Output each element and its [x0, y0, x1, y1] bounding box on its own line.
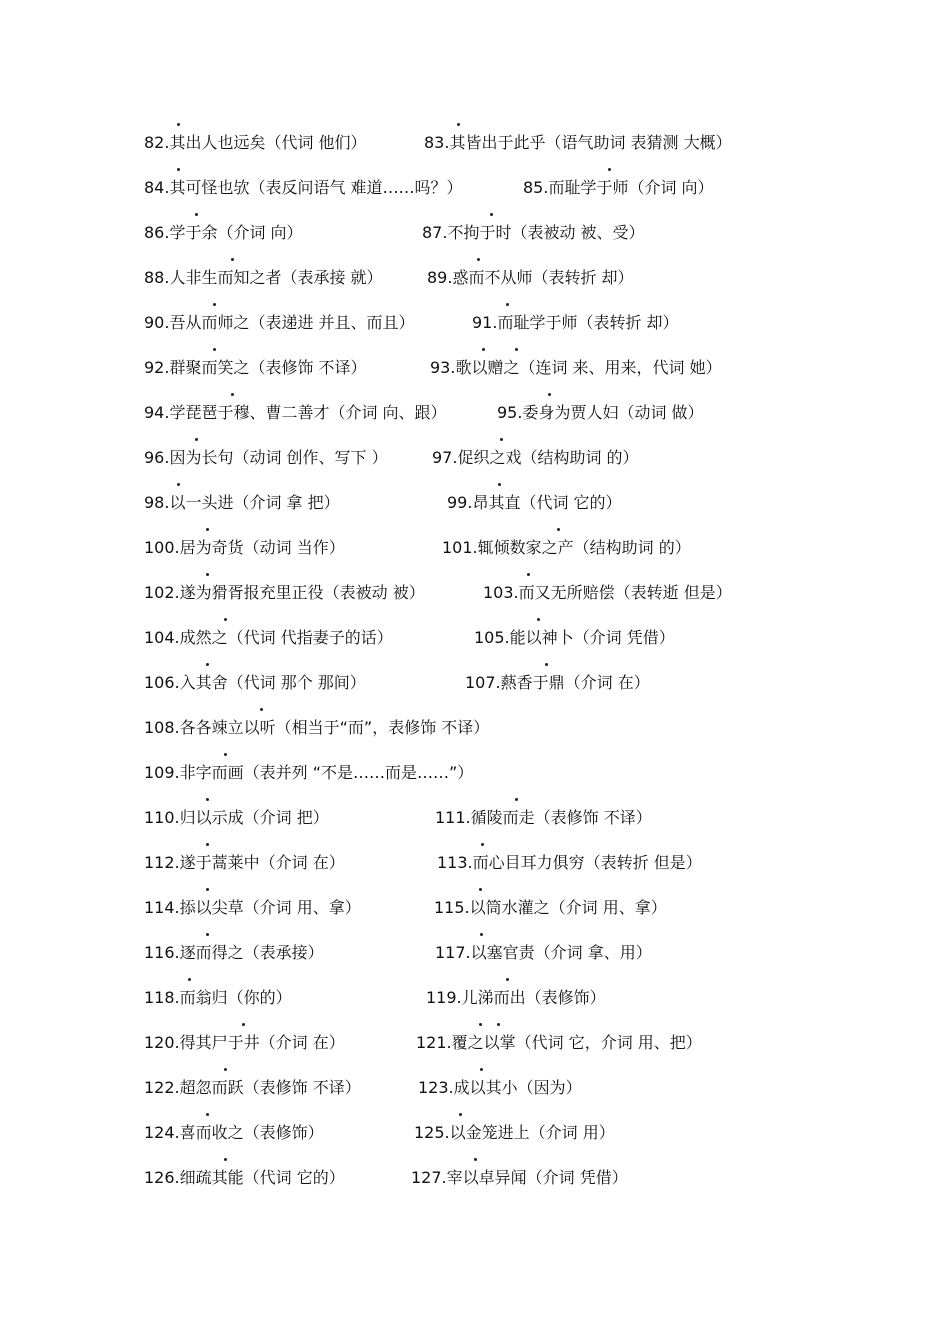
list-row: [0, 352, 950, 382]
emphasis-dot: [213, 348, 216, 351]
emphasis-dot: [537, 618, 540, 621]
emphasis-dot: [177, 123, 180, 126]
emphasis-dot: [480, 933, 483, 936]
list-row: [0, 577, 950, 607]
list-row: [0, 217, 950, 247]
list-item: 101.辄倾数家之产（结构助词 的）: [442, 538, 691, 557]
emphasis-dot: [515, 348, 518, 351]
emphasis-dot: [506, 978, 509, 981]
list-item: 102.遂为猾胥报充里正役（表被动 被）: [144, 583, 425, 602]
emphasis-dot: [498, 483, 501, 486]
emphasis-dot: [457, 123, 460, 126]
emphasis-dot: [545, 663, 548, 666]
list-row: [0, 487, 950, 517]
emphasis-dot: [548, 393, 551, 396]
list-row: [0, 532, 950, 562]
emphasis-dot: [557, 528, 560, 531]
list-row: [0, 937, 950, 967]
emphasis-dot: [479, 1023, 482, 1026]
list-item: 104.成然之（代词 代指妻子的话）: [144, 628, 393, 647]
emphasis-dot: [224, 1158, 227, 1161]
list-item: 93.歌以赠之（连词 来、用来，代词 她）: [430, 358, 722, 377]
list-item: 117.以塞官责（介词 拿、用）: [435, 943, 652, 962]
emphasis-dot: [206, 888, 209, 891]
emphasis-dot: [195, 438, 198, 441]
list-row: [0, 1117, 950, 1147]
emphasis-dot: [206, 933, 209, 936]
list-item: 127.宰以卓异闻（介词 凭借）: [411, 1168, 628, 1187]
emphasis-dot: [231, 393, 234, 396]
emphasis-dot: [481, 843, 484, 846]
emphasis-dot: [231, 258, 234, 261]
list-item: 98.以一头进（介词 拿 把）: [144, 493, 340, 512]
list-item: 85.而耻学于师（介词 向）: [523, 178, 714, 197]
emphasis-dot: [242, 1023, 245, 1026]
emphasis-dot: [480, 1068, 483, 1071]
emphasis-dot: [477, 258, 480, 261]
emphasis-dot: [177, 483, 180, 486]
emphasis-dot: [206, 663, 209, 666]
list-row: [0, 1072, 950, 1102]
list-item: 95.委身为贾人妇（动词 做）: [497, 403, 704, 422]
emphasis-dot: [206, 573, 209, 576]
emphasis-dot: [188, 978, 191, 981]
list-item: 116.逐而得之（表承接）: [144, 943, 324, 962]
list-item: 109.非字而画（表并列 “不是……而是……”）: [144, 763, 474, 782]
list-item: 90.吾从而师之（表递进 并且、而且）: [144, 313, 415, 332]
list-row: [0, 127, 950, 157]
list-item: 114.掭以尖草（介词 用、拿）: [144, 898, 361, 917]
list-item: 94.学琵琶于穆、曹二善才（介词 向、跟）: [144, 403, 447, 422]
list-item: 106.入其舍（代词 那个 那间）: [144, 673, 366, 692]
list-row: [0, 1162, 950, 1192]
list-row: [0, 847, 950, 877]
list-row: [0, 757, 950, 787]
emphasis-dot: [459, 1113, 462, 1116]
emphasis-dot: [497, 1023, 500, 1026]
list-row: [0, 667, 950, 697]
list-row: [0, 802, 950, 832]
emphasis-dot: [260, 708, 263, 711]
list-item: 82.其出人也远矣（代词 他们）: [144, 133, 367, 152]
list-row: [0, 712, 950, 742]
emphasis-dot: [206, 528, 209, 531]
emphasis-dot: [500, 438, 503, 441]
list-item: 92.群聚而笑之（表修饰 不译）: [144, 358, 367, 377]
emphasis-dot: [474, 1158, 477, 1161]
list-item: 125.以金笼进上（介词 用）: [414, 1123, 615, 1142]
emphasis-dot: [479, 888, 482, 891]
list-item: 110.归以示成（介词 把）: [144, 808, 329, 827]
list-item: 111.循陵而走（表修饰 不译）: [435, 808, 652, 827]
list-row: [0, 397, 950, 427]
list-item: 83.其皆出于此乎（语气助词 表猜测 大概）: [424, 133, 732, 152]
emphasis-dot: [206, 1113, 209, 1116]
list-item: 120.得其尸于井（介词 在）: [144, 1033, 345, 1052]
list-row: [0, 262, 950, 292]
emphasis-dot: [206, 843, 209, 846]
list-item: 122.超忽而跃（表修饰 不译）: [144, 1078, 361, 1097]
list-item: 119.儿涕而出（表修饰）: [426, 988, 606, 1007]
list-item: 99.昂其直（代词 它的）: [447, 493, 622, 512]
list-item: 103.而又无所赔偿（表转逝 但是）: [483, 583, 732, 602]
list-item: 88.人非生而知之者（表承接 就）: [144, 268, 383, 287]
list-item: 124.喜而收之（表修饰）: [144, 1123, 324, 1142]
list-item: 86.学于余（介词 向）: [144, 223, 303, 242]
list-row: [0, 622, 950, 652]
list-item: 112.遂于蒿莱中（介词 在）: [144, 853, 345, 872]
emphasis-dot: [527, 573, 530, 576]
emphasis-dot: [608, 168, 611, 171]
emphasis-dot: [195, 213, 198, 216]
emphasis-dot: [224, 753, 227, 756]
emphasis-dot: [177, 168, 180, 171]
list-row: [0, 307, 950, 337]
list-item: 91.而耻学于师（表转折 却）: [472, 313, 679, 332]
list-item: 108.各各竦立以听（相当于“而”，表修饰 不译）: [144, 718, 490, 737]
list-row: [0, 892, 950, 922]
list-item: 126.细疏其能（代词 它的）: [144, 1168, 345, 1187]
list-item: 113.而心目耳力俱穷（表转折 但是）: [437, 853, 702, 872]
list-item: 96.因为长句（动词 创作、写下 ）: [144, 448, 388, 467]
list-item: 89.惑而不从师（表转折 却）: [427, 268, 634, 287]
list-row: [0, 982, 950, 1012]
list-row: [0, 1027, 950, 1057]
list-item: 123.成以其小（因为）: [418, 1078, 582, 1097]
list-item: 107.爇香于鼎（介词 在）: [465, 673, 650, 692]
emphasis-dot: [224, 1068, 227, 1071]
emphasis-dot: [224, 618, 227, 621]
list-item: 97.促织之戏（结构助词 的）: [432, 448, 639, 467]
list-item: 84.其可怪也欤（表反问语气 难道……吗？）: [144, 178, 463, 197]
list-item: 100.居为奇货（动词 当作）: [144, 538, 345, 557]
list-item: 118.而翁归（你的）: [144, 988, 292, 1007]
emphasis-dot: [482, 348, 485, 351]
list-row: [0, 442, 950, 472]
emphasis-dot: [506, 303, 509, 306]
list-item: 121.覆之以掌（代词 它，介词 用、把）: [416, 1033, 702, 1052]
emphasis-dot: [206, 798, 209, 801]
list-item: 115.以筒水灌之（介词 用、拿）: [434, 898, 667, 917]
emphasis-dot: [515, 798, 518, 801]
emphasis-dot: [490, 213, 493, 216]
list-item: 105.能以神卜（介词 凭借）: [474, 628, 675, 647]
list-row: [0, 172, 950, 202]
emphasis-dot: [213, 303, 216, 306]
list-item: 87.不拘于时（表被动 被、受）: [422, 223, 645, 242]
